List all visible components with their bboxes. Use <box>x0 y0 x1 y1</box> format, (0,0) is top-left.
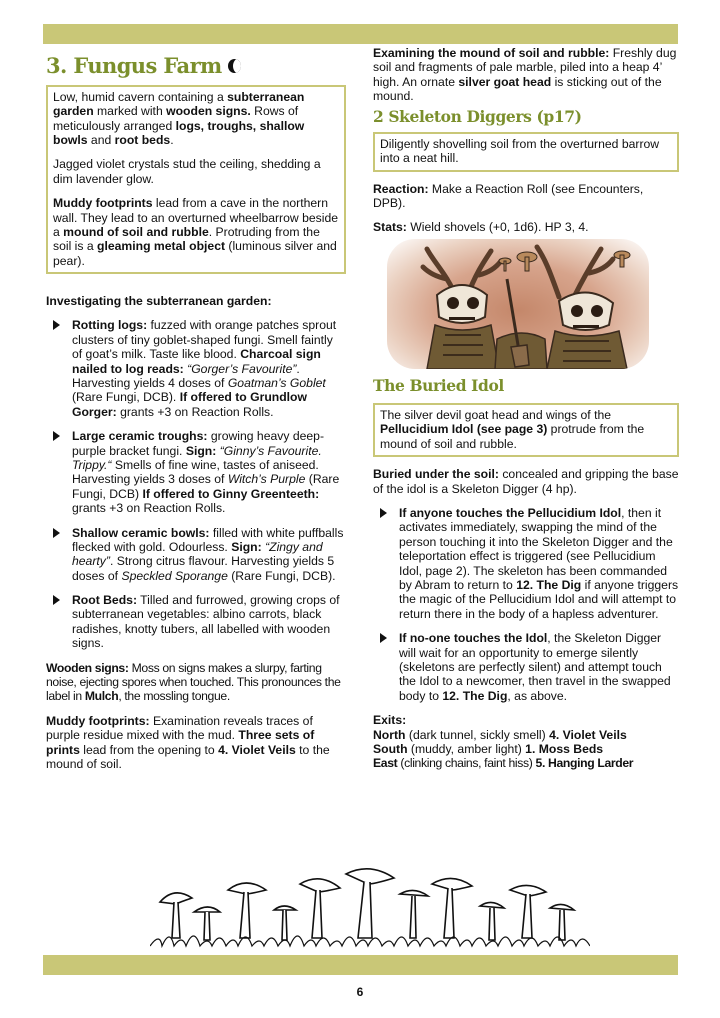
room-title-text: 3. Fungus Farm <box>46 53 222 78</box>
idol-heading: The Buried Idol <box>373 375 504 395</box>
list-item <box>46 429 346 515</box>
garden-item-rotting-logs: Rotting logs: fuzzed with orange patches sprout clusters of tiny goblet-shaped fungi. Smell faintly of goat’s milk. Taste like blood. Charcoal sign nailed to log reads: “Gorger’s Favourite”. Harvesting yields 4 doses of Goatman’s Goblet (Rare Fungi, DCB). If offered to Grundlow Gorger: grants +3 on Reaction Rolls. <box>72 318 337 419</box>
reaction-paragraph: Reaction: Make a Reaction Roll (see Encounters, DPB). <box>373 181 644 211</box>
skeletons-box-text: Diligently shovelling soil from the overturned barrow into a neat hill. <box>380 136 660 166</box>
list-item <box>46 318 346 419</box>
triangle-bullet-icon <box>53 595 60 605</box>
triangle-bullet-icon <box>53 528 60 538</box>
list-item <box>373 506 679 621</box>
page-number: 6 <box>356 985 364 999</box>
intro-paragraph-3: Muddy footprints lead from a cave in the northern wall. They lead to an overturned wheelbarrow beside a mound of soil and rubble. Protruding from the soil is a gleaming metal object (luminous silver and pear). <box>53 196 338 268</box>
exits-section <box>373 713 679 771</box>
wooden-signs-paragraph: Wooden signs: Moss on signs makes a slurpy, farting noise, ejecting spores when touched. This pronounces the label in Mulch, the mossling tongue. <box>46 660 341 704</box>
skeleton-diggers-illustration <box>387 239 649 369</box>
list-item <box>46 526 346 584</box>
muddy-footprints-paragraph: Muddy footprints: Examination reveals traces of purple residue mixed with the mud. Three sets of prints lead from the opening to 4. Violet Veils to the mound of soil. <box>46 713 330 771</box>
mound-paragraph: Examining the mound of soil and rubble: Freshly dug soil and fragments of pale marble, piled into a heap 4’ high. An ornate silver goat head is sticking out of the mound. <box>373 46 677 104</box>
room-description-box <box>46 85 346 274</box>
triangle-bullet-icon <box>53 431 60 441</box>
list-item <box>46 593 346 651</box>
intro-paragraph-1: Low, humid cavern containing a subterranean garden marked with wooden signs. Rows of meticulously arranged logs, troughs, shallow bowls and root beds. <box>53 89 305 147</box>
header-bar <box>43 24 678 44</box>
buried-paragraph: Buried under the soil: concealed and gripping the base of the idol is a Skeleton Digger (4 hp). <box>373 467 679 496</box>
exit-south: South (muddy, amber light) 1. Moss Beds <box>373 741 604 756</box>
right-column <box>373 46 679 771</box>
triangle-bullet-icon <box>53 320 60 330</box>
garden-list <box>46 318 346 650</box>
mushroom-border-illustration <box>150 862 590 953</box>
moon-icon <box>228 59 241 73</box>
list-item <box>373 631 679 703</box>
exit-north: North (dark tunnel, sickly smell) 4. Violet Veils <box>373 727 627 742</box>
exit-east: East (clinking chains, faint hiss) 5. Hanging Larder <box>373 756 634 771</box>
garden-heading: Investigating the subterranean garden: <box>46 294 272 309</box>
intro-paragraph-2: Jagged violet crystals stud the ceiling, shedding a dim lavender glow. <box>53 157 321 186</box>
skeletons-box <box>373 132 679 172</box>
garden-item-root-beds: Root Beds: Tilled and furrowed, growing crops of subterranean vegetables: albino carrots, black radishes, knotty tubers, all labelled with wooden signs. <box>72 593 340 651</box>
idol-box <box>373 403 679 457</box>
triangle-bullet-icon <box>380 633 387 643</box>
idol-box-text: The silver devil goat head and wings of the Pellucidium Idol (see page 3) protrude from the mound of soil and rubble. <box>380 408 645 451</box>
garden-item-bowls: Shallow ceramic bowls: filled with white puffballs flecked with gold. Odourless. Sign: “Zingy and hearty”. Strong citrus flavour. Harvesting yields 5 doses of Speckled Sporange (Rare Fungi, DCB). <box>72 525 344 583</box>
triangle-bullet-icon <box>380 508 387 518</box>
idol-item-no-touch: If no-one touches the Idol, the Skeleton Digger will wait for an opportunity to emerge silently (skeletons are perfectly silent) and attempt touch the Idol to a newcomer, then travel in the swapped body to 12. The Dig, as above. <box>399 631 671 703</box>
footer-bar <box>43 955 678 975</box>
garden-item-troughs: Large ceramic troughs: growing heavy deep-purple bracket fungi. Sign: “Ginny’s Favourite. Trippy.“ Smells of fine wine, tastes of aniseed. Harvesting yields 3 doses of Witch’s Purple (Rare Fungi, DCB) If offered to Ginny Greenteeth: grants +3 on Reaction Rolls. <box>72 429 340 516</box>
room-title <box>46 54 346 79</box>
exits-heading: Exits: <box>373 713 407 728</box>
skeletons-heading: 2 Skeleton Diggers (p17) <box>373 106 582 126</box>
idol-list <box>373 506 679 703</box>
left-column <box>46 46 346 781</box>
idol-item-touch: If anyone touches the Pellucidium Idol, then it activates immediately, swapping the mind of the person touching it into the Skeleton Digger and the teleportation effect is triggered (see Pellucidium Idol, page 2). The skeleton has been commanded by Abram to return to 12. The Dig if anyone triggers the magic of the Pellucidium Idol and will attempt to return there in the body of a hapless adventurer. <box>399 506 679 621</box>
stats-paragraph: Stats: Wield shovels (+0, 1d6). HP 3, 4. <box>373 220 589 235</box>
